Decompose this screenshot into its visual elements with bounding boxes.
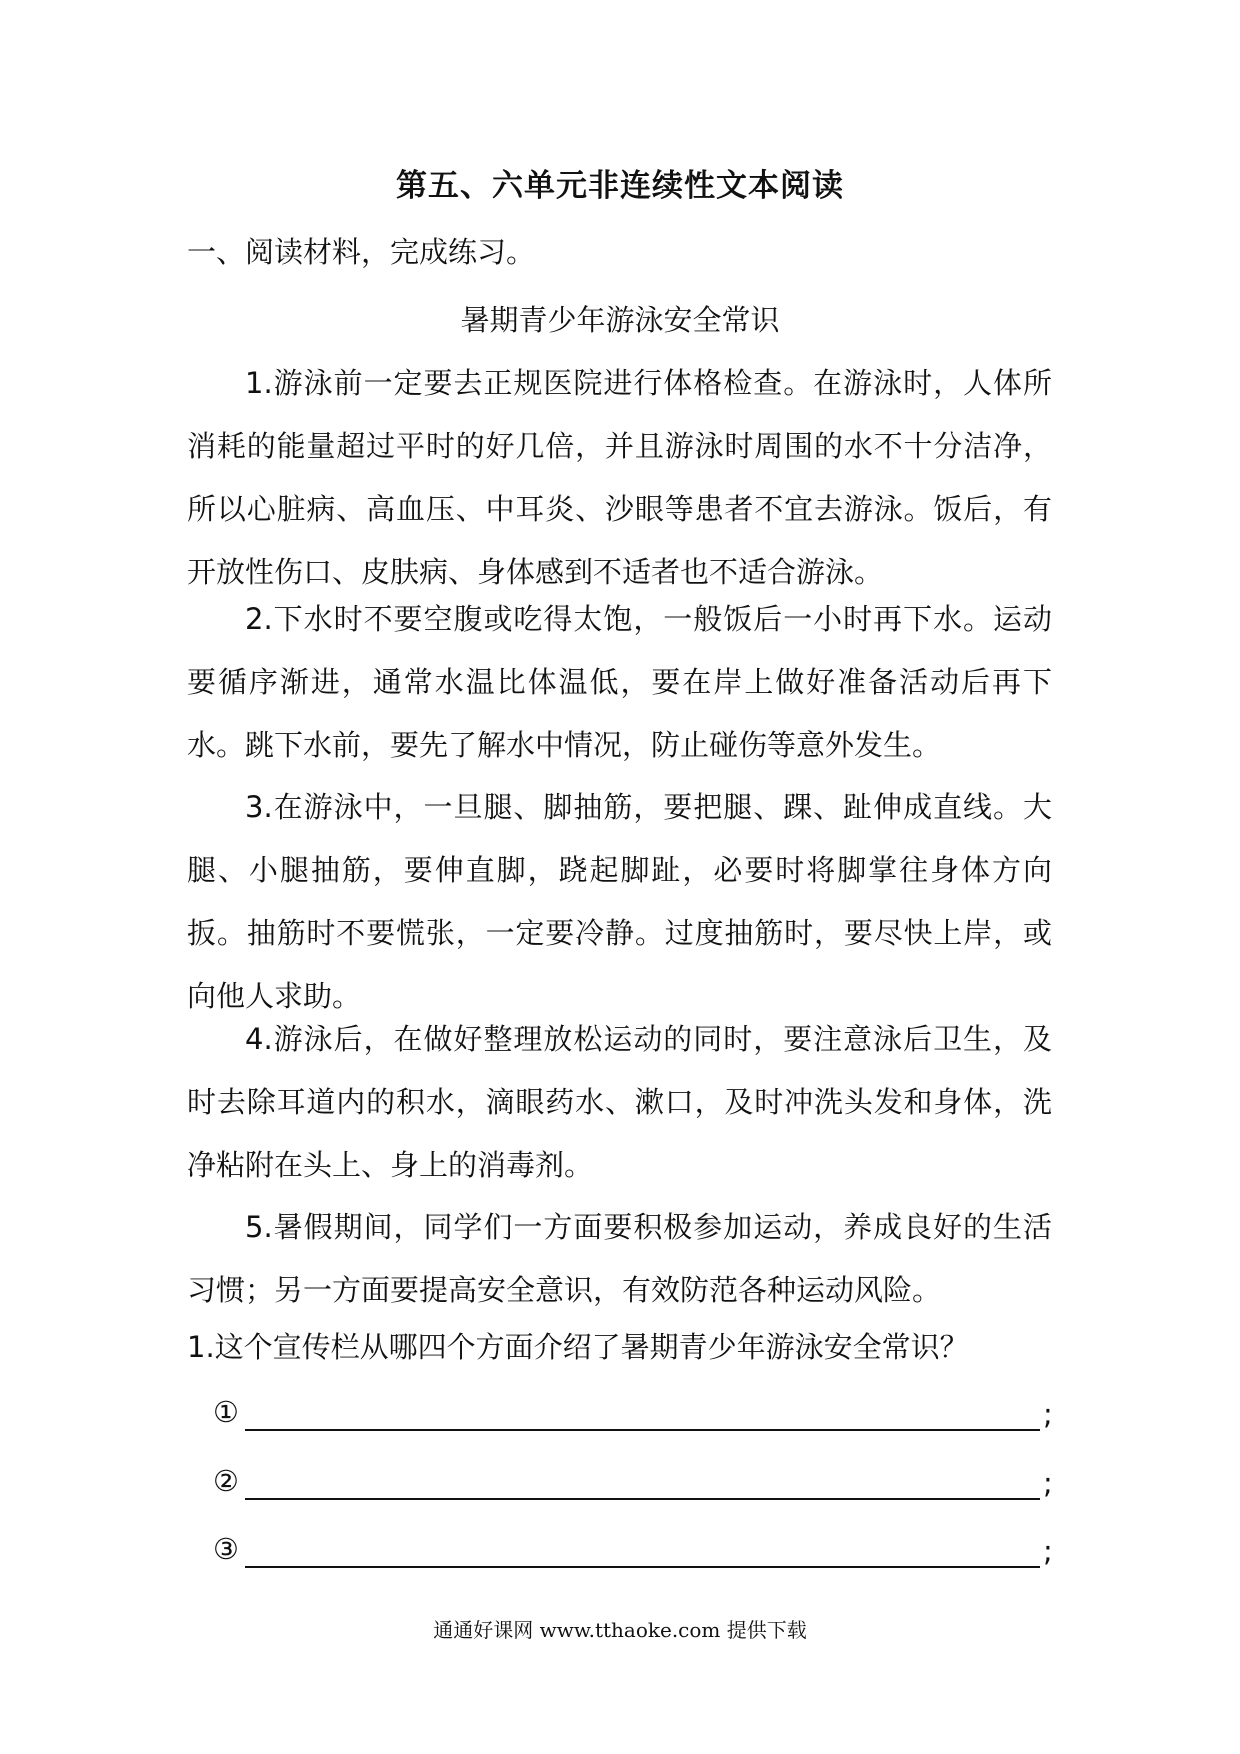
answer-end-punctuation: ; — [1043, 1397, 1053, 1431]
answer-end-punctuation: ; — [1043, 1534, 1053, 1568]
answer-line-3[interactable] — [213, 1532, 1063, 1572]
article-paragraph-2: 2.下水时不要空腹或吃得太饱，一般饭后一小时再下水。运动要循序渐进，通常水温比体温低，要在岸上做好准备活动后再下水。跳下水前，要先了解水中情况，防止碰伤等意外发生。 — [187, 602, 1052, 762]
page-title: 第五、六单元非连续性文本阅读 — [396, 168, 844, 204]
section-heading: 一、阅读材料，完成练习。 — [187, 235, 536, 269]
answer-marker: ③ — [213, 1532, 239, 1566]
answer-blank[interactable] — [245, 1566, 1040, 1568]
question-1: 1.这个宣传栏从哪四个方面介绍了暑期青少年游泳安全常识？ — [187, 1330, 969, 1364]
answer-marker: ① — [213, 1395, 239, 1429]
answer-end-punctuation: ; — [1043, 1466, 1053, 1500]
page-footer: 通通好课网 www.tthaoke.com 提供下载 — [433, 1618, 807, 1642]
article-paragraph-4: 4.游泳后，在做好整理放松运动的同时，要注意泳后卫生，及时去除耳道内的积水，滴眼药水、漱口，及时冲洗头发和身体，洗净粘附在头上、身上的消毒剂。 — [187, 1022, 1052, 1182]
answer-blank[interactable] — [245, 1498, 1040, 1500]
answer-blank[interactable] — [245, 1429, 1040, 1431]
article-paragraph-5: 5.暑假期间，同学们一方面要积极参加运动，养成良好的生活习惯；另一方面要提高安全意识，有效防范各种运动风险。 — [187, 1210, 1052, 1307]
article-paragraph-1: 1.游泳前一定要去正规医院进行体格检查。在游泳时，人体所消耗的能量超过平时的好几倍，并且游泳时周围的水不十分洁净，所以心脏病、高血压、中耳炎、沙眼等患者不宜去游泳。饭后，有开放性伤口、皮肤病、身体感到不适者也不适合游泳。 — [187, 366, 1052, 589]
article-paragraph-3: 3.在游泳中，一旦腿、脚抽筋，要把腿、踝、趾伸成直线。大腿、小腿抽筋，要伸直脚，跷起脚趾，必要时将脚掌往身体方向扳。抽筋时不要慌张，一定要冷静。过度抽筋时，要尽快上岸，或向他人求助。 — [187, 790, 1052, 1013]
article-title: 暑期青少年游泳安全常识 — [460, 303, 780, 337]
answer-marker: ② — [213, 1464, 239, 1498]
answer-line-2[interactable] — [213, 1464, 1063, 1504]
answer-line-1[interactable] — [213, 1395, 1063, 1435]
